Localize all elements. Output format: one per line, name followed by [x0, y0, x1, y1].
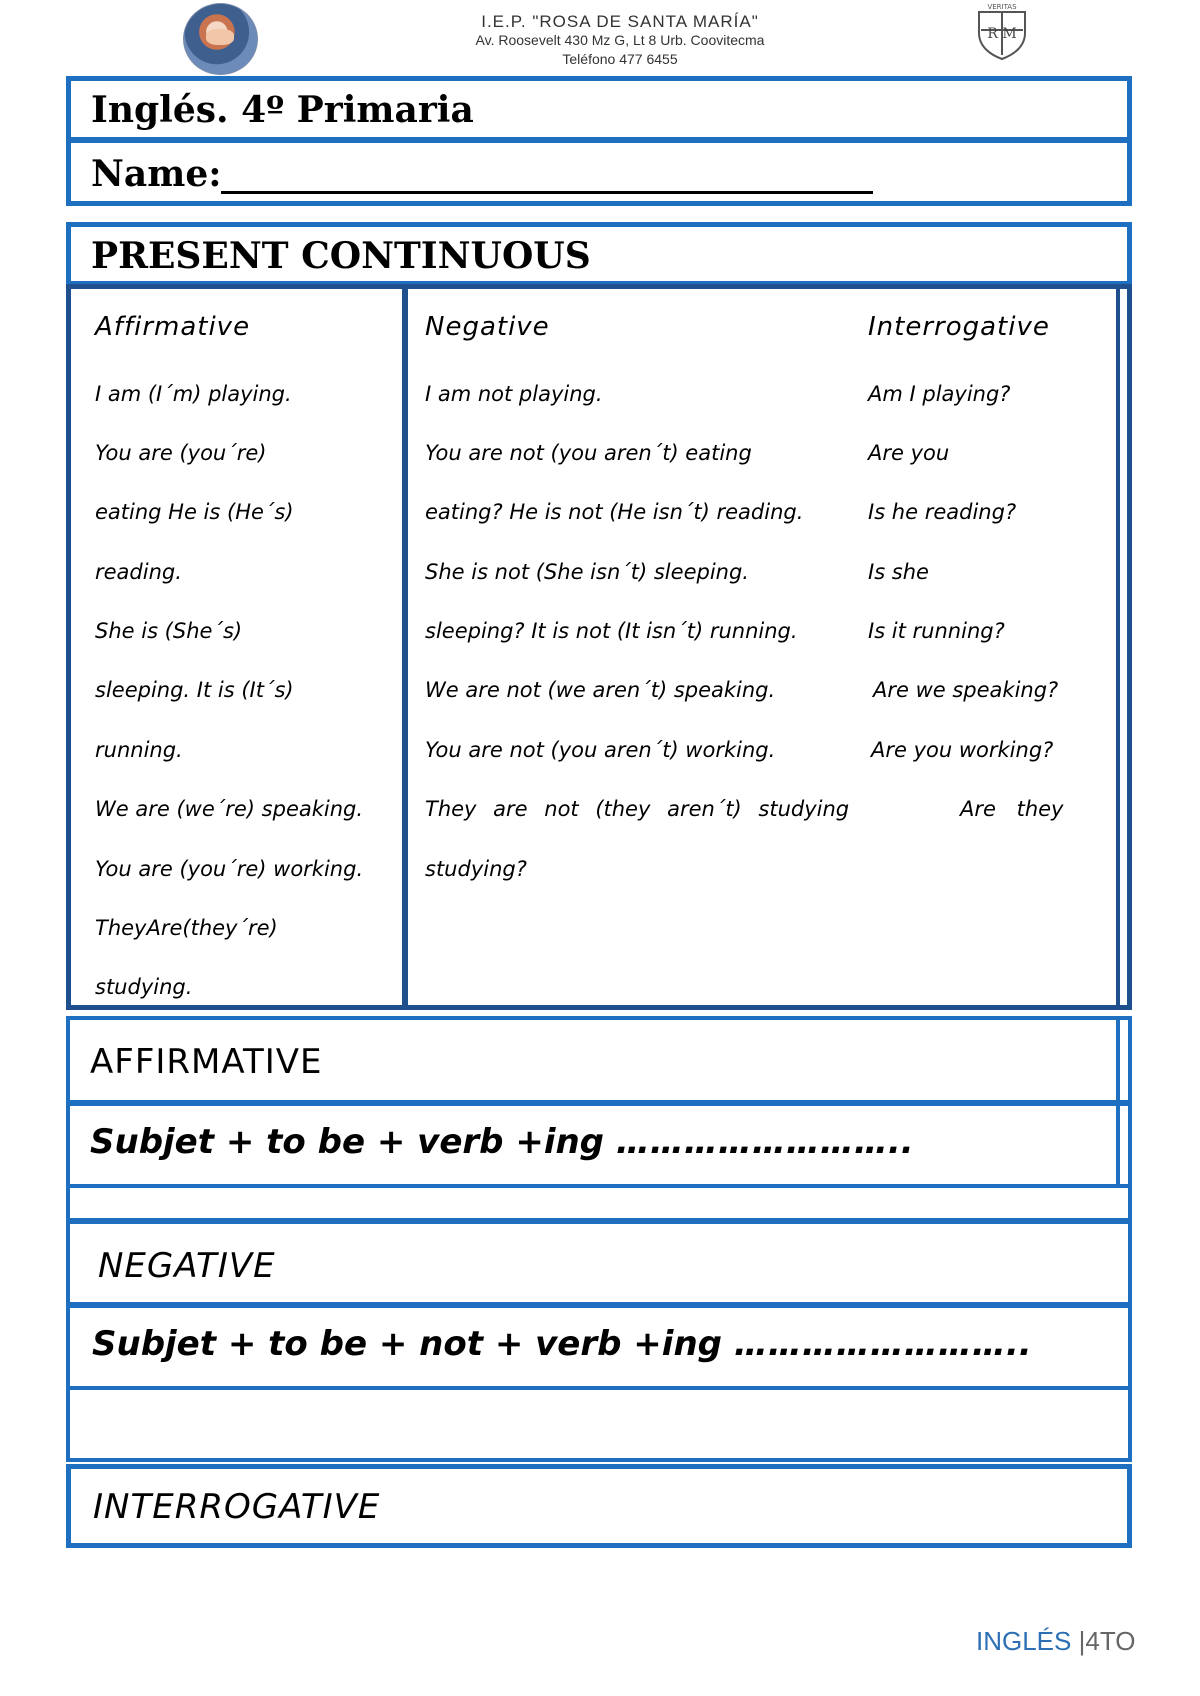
- interrogative-heading: Interrogative: [868, 312, 1050, 342]
- topic-box: [66, 222, 1132, 286]
- school-logo: [183, 3, 258, 75]
- subject-title: Inglés. 4º Primaria: [91, 89, 474, 131]
- affirmative-heading: Affirmative: [95, 312, 251, 342]
- affirmative-row: She is (She´s): [95, 619, 243, 643]
- negative-row: She is not (She isn´t) sleeping.: [425, 560, 749, 584]
- table-divider: [402, 286, 408, 1008]
- affirmative-row: We are (we´re) speaking.: [95, 797, 364, 821]
- interrogative-row: Am I playing?: [868, 382, 1011, 406]
- affirmative-formula: Subjet + to be + verb +ing ……………………..: [90, 1122, 914, 1162]
- interrogative-row: Are we speaking?: [873, 678, 1059, 702]
- negative-formula-box: [66, 1302, 1132, 1390]
- interrogative-row: Is she: [868, 560, 929, 584]
- crest-motto: VERITAS: [987, 3, 1017, 11]
- footer-subject: INGLÉS: [976, 1626, 1072, 1656]
- affirmative-row: running.: [95, 738, 183, 762]
- affirmative-row: sleeping. It is (It´s): [95, 678, 294, 702]
- negative-section-title: NEGATIVE: [98, 1246, 276, 1286]
- negative-row: I am not playing.: [425, 382, 603, 406]
- name-input-line[interactable]: [221, 191, 873, 194]
- school-header: [360, 12, 880, 69]
- negative-formula: Subjet + to be + not + verb +ing ……………………..: [92, 1324, 1032, 1364]
- affirmative-inner-edge: [1116, 1018, 1120, 1186]
- affirmative-row: studying.: [95, 975, 193, 999]
- affirmative-section-box: [66, 1016, 1132, 1106]
- negative-row: studying?: [425, 857, 527, 881]
- affirmative-row: I am (I´m) playing.: [95, 382, 292, 406]
- negative-section-box: [66, 1220, 1132, 1308]
- affirmative-formula-box: [66, 1100, 1132, 1188]
- affirmative-section-title: AFFIRMATIVE: [90, 1042, 323, 1082]
- affirmative-row: eating He is (He´s): [95, 500, 294, 524]
- footer-grade: 4TO: [1085, 1626, 1136, 1656]
- interrogative-row: Is it running?: [868, 619, 1005, 643]
- page-footer: [976, 1626, 1135, 1657]
- name-label: Name:: [91, 153, 222, 195]
- affirmative-row: TheyAre(they´re): [95, 916, 278, 940]
- affirmative-row: reading.: [95, 560, 182, 584]
- negative-row: You are not (you aren´t) eating: [425, 441, 752, 465]
- table-right-edge: [1116, 286, 1120, 1008]
- interrogative-section-title: INTERROGATIVE: [93, 1487, 381, 1527]
- negative-row: You are not (you aren´t) working.: [425, 738, 776, 762]
- crest-letters: R M: [987, 26, 1017, 42]
- interrogative-row: Is he reading?: [868, 500, 1017, 524]
- negative-row: sleeping? It is not (It isn´t) running.: [425, 619, 798, 643]
- spacer-box-2: [66, 1386, 1132, 1462]
- footer-separator: |: [1071, 1626, 1086, 1656]
- name-box: [66, 138, 1132, 206]
- school-phone: Teléfono 477 6455: [562, 51, 678, 67]
- crest-icon: [973, 3, 1031, 61]
- interrogative-row: Are you: [868, 441, 950, 465]
- topic-title: PRESENT CONTINUOUS: [91, 235, 591, 277]
- school-name: I.E.P. "ROSA DE SANTA MARÍA": [481, 12, 759, 31]
- subject-box: [66, 76, 1132, 142]
- affirmative-row: You are (you´re): [95, 441, 267, 465]
- interrogative-row: Are they: [960, 797, 1064, 821]
- interrogative-row: Are you working?: [871, 738, 1054, 762]
- negative-row: eating? He is not (He isn´t) reading.: [425, 500, 804, 524]
- school-address: Av. Roosevelt 430 Mz G, Lt 8 Urb. Coovitecma: [475, 32, 765, 48]
- interrogative-section-box: [66, 1464, 1132, 1548]
- negative-heading: Negative: [425, 312, 550, 342]
- affirmative-row: You are (you´re) working.: [95, 857, 364, 881]
- negative-row: We are not (we aren´t) speaking.: [425, 678, 776, 702]
- negative-row: They are not (they aren´t) studying: [425, 797, 850, 821]
- spacer-box-1: [66, 1184, 1132, 1222]
